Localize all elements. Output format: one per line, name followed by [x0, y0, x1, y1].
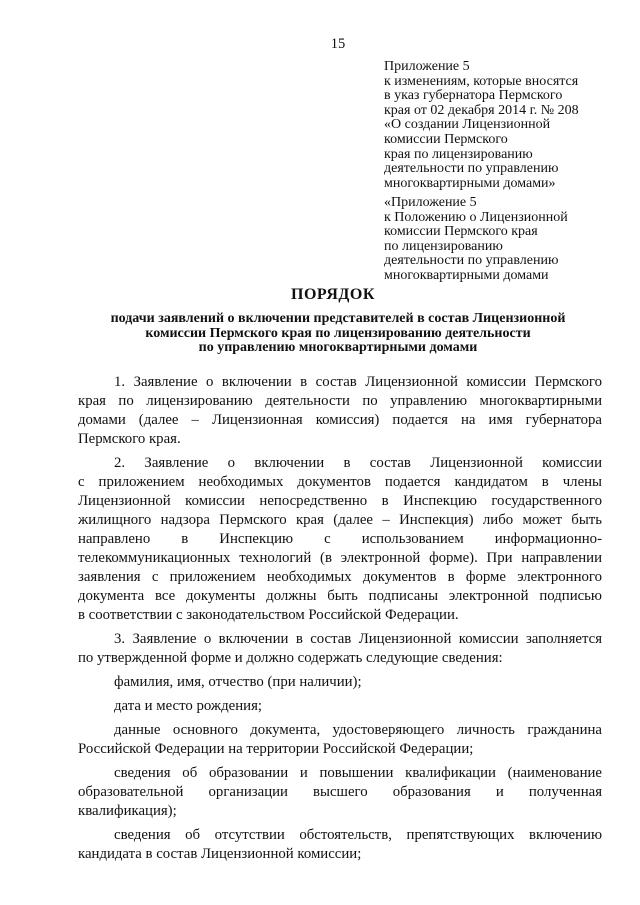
paragraph — [78, 673, 602, 692]
appendix-block-2 — [384, 196, 624, 284]
paragraph — [78, 697, 602, 716]
paragraph-line: сведения об отсутствии обстоятельств, препятствующих включению — [114, 827, 602, 843]
appendix-line: многоквартирными домами — [384, 267, 549, 283]
paragraph-line: с приложением необходимых документов подается кандидатом в члены — [78, 474, 602, 490]
subheading-line: подачи заявлений о включении представителей в состав Лицензионной — [110, 311, 566, 326]
paragraph-line: по утвержденной форме и должно содержать следующие сведения: — [78, 650, 503, 666]
paragraph-line: 2. Заявление о включении в состав Лицензионной комиссии — [114, 455, 602, 471]
paragraph-line: Российской Федерации на территории Российской Федерации; — [78, 741, 474, 757]
appendix-line: «О создании Лицензионной — [384, 117, 551, 133]
paragraph — [78, 764, 602, 821]
paragraph-line: кандидата в состав Лицензионной комиссии; — [78, 846, 362, 862]
paragraph-line: образовательной организации высшего образования и полученная — [78, 784, 602, 800]
paragraph-line: заявления с приложением необходимых документов в форме электронного — [78, 569, 602, 585]
paragraph-line: 3. Заявление о включении в состав Лицензионной комиссии заполняется — [114, 631, 602, 647]
appendix-line: многоквартирными домами» — [384, 175, 556, 191]
subheading-line: комиссии Пермского края по лицензированию деятельности — [145, 325, 531, 341]
paragraph — [78, 630, 602, 668]
paragraph-line: телекоммуникационных технологий (в электронной форме). При направлении — [78, 550, 602, 566]
document-body — [78, 373, 602, 864]
paragraph-line: Лицензионной комиссии непосредственно в Инспекцию государственного — [78, 493, 602, 509]
paragraph-line: фамилия, имя, отчество (при наличии); — [114, 674, 362, 690]
appendix-line: деятельности по управлению — [384, 161, 559, 177]
paragraph — [78, 826, 602, 864]
appendix-line: к изменениям, которые вносятся — [384, 73, 579, 89]
page-number: 15 — [330, 36, 346, 52]
paragraph-line: края по лицензированию деятельности по управлению многоквартирными — [78, 393, 602, 409]
paragraph-line: домами (далее – Лицензионная комиссия) подается на имя губернатора — [78, 412, 602, 428]
paragraph — [78, 454, 602, 625]
appendix-line: к Положению о Лицензионной — [384, 209, 568, 225]
paragraph-line: документа все документы должны быть подписаны электронной подписью — [78, 588, 602, 604]
document-heading: ПОРЯДОК — [291, 286, 375, 303]
paragraph-line: квалификация); — [78, 803, 177, 819]
subheading-line: по управлению многоквартирными домами — [198, 340, 478, 355]
paragraph-line: 1. Заявление о включении в состав Лицензионной комиссии Пермского — [114, 374, 602, 390]
appendix-line: комиссии Пермского края — [384, 224, 538, 240]
paragraph-line: в соответствии с законодательством Российской Федерации. — [78, 607, 459, 623]
paragraph-line: направлено в Инспекцию с использованием информационно- — [78, 531, 602, 547]
appendix-line: деятельности по управлению — [384, 253, 559, 269]
appendix-line: края по лицензированию — [384, 146, 533, 162]
appendix-line: края от 02 декабря 2014 г. № 208 — [384, 102, 579, 118]
paragraph-line: сведения об образовании и повышении квалификации (наименование — [114, 765, 602, 781]
paragraph-line: жилищного надзора Пермского края (далее – Инспекция) либо может быть — [78, 512, 602, 528]
paragraph-line: Пермского края. — [78, 431, 181, 447]
appendix-line: в указ губернатора Пермского — [384, 88, 563, 104]
appendix-block-1 — [384, 60, 624, 191]
paragraph-line: данные основного документа, удостоверяющего личность гражданина — [114, 722, 602, 738]
paragraph — [78, 721, 602, 759]
appendix-line: по лицензированию — [384, 238, 503, 254]
document-subheading — [0, 312, 640, 356]
appendix-line: Приложение 5 — [384, 59, 470, 74]
appendix-line: комиссии Пермского — [384, 131, 508, 147]
paragraph-line: дата и место рождения; — [114, 698, 262, 714]
paragraph — [78, 373, 602, 449]
appendix-line: «Приложение 5 — [384, 195, 477, 210]
